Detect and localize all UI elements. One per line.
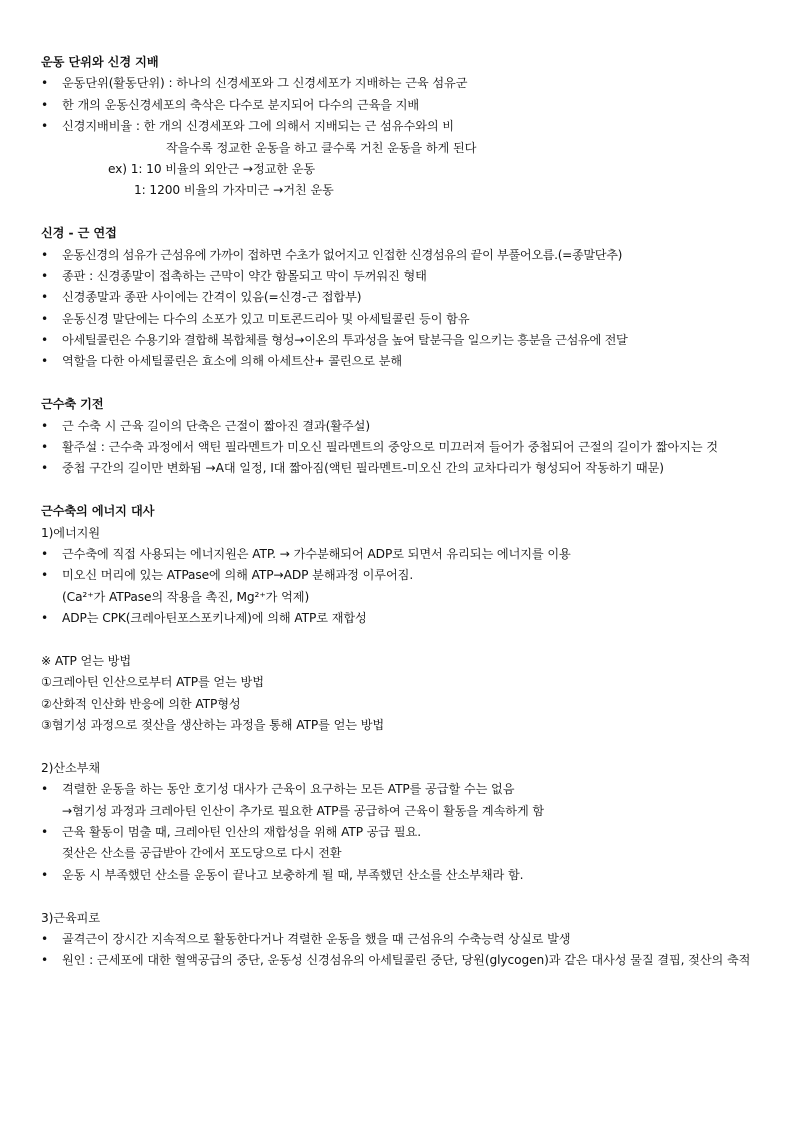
bullet-innervation-ratio: • 신경지배비율 : 한 개의 신경세포와 그에 의해서 지배되는 근 섬유수와의 비 <box>41 116 764 137</box>
bullet-junction-gap: • 신경종말과 종판 사이에는 간격이 있음(=신경-근 접합부) <box>41 287 764 308</box>
bullet-terminal-button: • 운동신경의 섬유가 근섬유에 가까이 접하면 수초가 없어지고 인접한 신경섬유의 끝이 부풀어오름.(=종말단추) <box>41 245 764 266</box>
bullet-atpase: • 미오신 머리에 있는 ATPase에 의해 ATP→ADP 분해과정 이루어짐. <box>41 565 764 586</box>
atp-method-2: ②산화적 인산화 반응에 의한 ATP형성 <box>41 696 241 711</box>
innervation-ratio-continued: 작을수록 정교한 운동을 하고 클수록 거친 운동을 하게 된다 <box>166 140 477 155</box>
bullet-recovery-atp: • 근육 활동이 멈출 때, 크레아틴 인산의 재합성을 위해 ATP 공급 필요. <box>41 822 764 843</box>
bullet-end-plate: • 종판 : 신경종말이 접촉하는 근막이 약간 함몰되고 막이 두꺼워진 형태 <box>41 266 764 287</box>
bullet-acetylcholine-breakdown: • 역할을 다한 아세틸콜린은 효소에 의해 아세트산+ 콜린으로 분해 <box>41 351 764 372</box>
bullet-adp-resynthesis: • ADP는 CPK(크레아틴포스포키나제)에 의해 ATP로 재합성 <box>41 608 764 629</box>
bullet-motor-unit: • 운동단위(활동단위) : 하나의 신경세포와 그 신경세포가 지배하는 근육 섬유군 <box>41 73 764 94</box>
section-title-motor-unit: 운동 단위와 신경 지배 <box>41 55 159 69</box>
atp-method-1: ①크레아틴 인산으로부터 ATP를 얻는 방법 <box>41 675 264 690</box>
example-line-2: 1: 1200 비율의 가자미근 →거친 운동 <box>134 183 334 198</box>
bullet-axon-branch: • 한 개의 운동신경세포의 축삭은 다수로 분지되어 다수의 근육을 지배 <box>41 95 764 116</box>
section-title-energy: 근수축의 에너지 대사 <box>41 504 155 519</box>
section-title-neuromuscular: 신경 - 근 연접 <box>41 226 117 241</box>
bullet-fatigue-cause: • 골격근이 장시간 지속적으로 활동한다거나 격렬한 운동을 했을 때 근섬유의 수축능력 상실로 발생 <box>41 929 764 950</box>
bullet-overlap-zone: • 중첩 구간의 길이만 변화됨 →A대 일정, I대 짧아짐(액틴 필라멘트-미오신 간의 교차다리가 형성되어 작동하기 때문) <box>41 458 764 479</box>
bullet-acetylcholine-binding: • 아세틸콜린은 수용기와 결합해 복합체를 형성→이온의 투과성을 높여 탈분극을 일으키는 흥분을 근섬유에 전달 <box>41 330 764 351</box>
atp-methods-heading: ※ ATP 얻는 방법 <box>41 653 132 668</box>
atp-method-3: ③혐기성 과정으로 젖산을 생산하는 과정을 통해 ATP를 얻는 방법 <box>41 718 385 733</box>
bullet-sarcomere-shortening: • 근 수축 시 근육 길이의 단축은 근절이 짧아진 결과(활주설) <box>41 416 764 437</box>
section-title-contraction: 근수축 기전 <box>41 397 104 412</box>
bullet-atp-source: • 근수축에 직접 사용되는 에너지원은 ATP. → 가수분해되어 ADP로 되면서 유리되는 에너지를 이용 <box>41 544 764 565</box>
bullet-oxygen-debt-definition: • 운동 시 부족했던 산소를 운동이 끝나고 보충하게 될 때, 부족했던 산소를 산소부채라 함. <box>41 865 764 886</box>
atpase-ion-note: (Ca²⁺가 ATPase의 작용을 촉진, Mg²⁺가 억제) <box>62 589 310 604</box>
bullet-aerobic-limit: • 격렬한 운동을 하는 동안 호기성 대사가 근육이 요구하는 모든 ATP를 공급할 수는 없음 <box>41 779 764 800</box>
bullet-fatigue-reasons: • 원인 : 근세포에 대한 혈액공급의 중단, 운동성 신경섬유의 아세틸콜린 중단, 당원(glycogen)과 같은 대사성 물질 결핍, 젖산의 축적 <box>41 950 764 971</box>
aerobic-limit-continued: →혐기성 과정과 크레아틴 인산이 추가로 필요한 ATP를 공급하여 근육이 활동을 계속하게 함 <box>62 803 545 818</box>
subsection-energy-source: 1)에너지원 <box>41 525 101 540</box>
bullet-vesicles: • 운동신경 말단에는 다수의 소포가 있고 미토콘드리아 및 아세틸콜린 등이 함유 <box>41 309 764 330</box>
example-line-1: ex) 1: 10 비율의 외안근 →정교한 운동 <box>108 161 316 176</box>
bullet-sliding-filament: • 활주설 : 근수축 과정에서 액틴 필라멘트가 미오신 필라멘트의 중앙으로 미끄러져 들어가 중첩되어 근절의 길이가 짧아지는 것 <box>41 437 764 458</box>
subsection-oxygen-debt: 2)산소부채 <box>41 760 101 775</box>
subsection-muscle-fatigue: 3)근육피로 <box>41 910 101 925</box>
lactate-conversion: 젖산은 산소를 공급받아 간에서 포도당으로 다시 전환 <box>62 846 342 861</box>
